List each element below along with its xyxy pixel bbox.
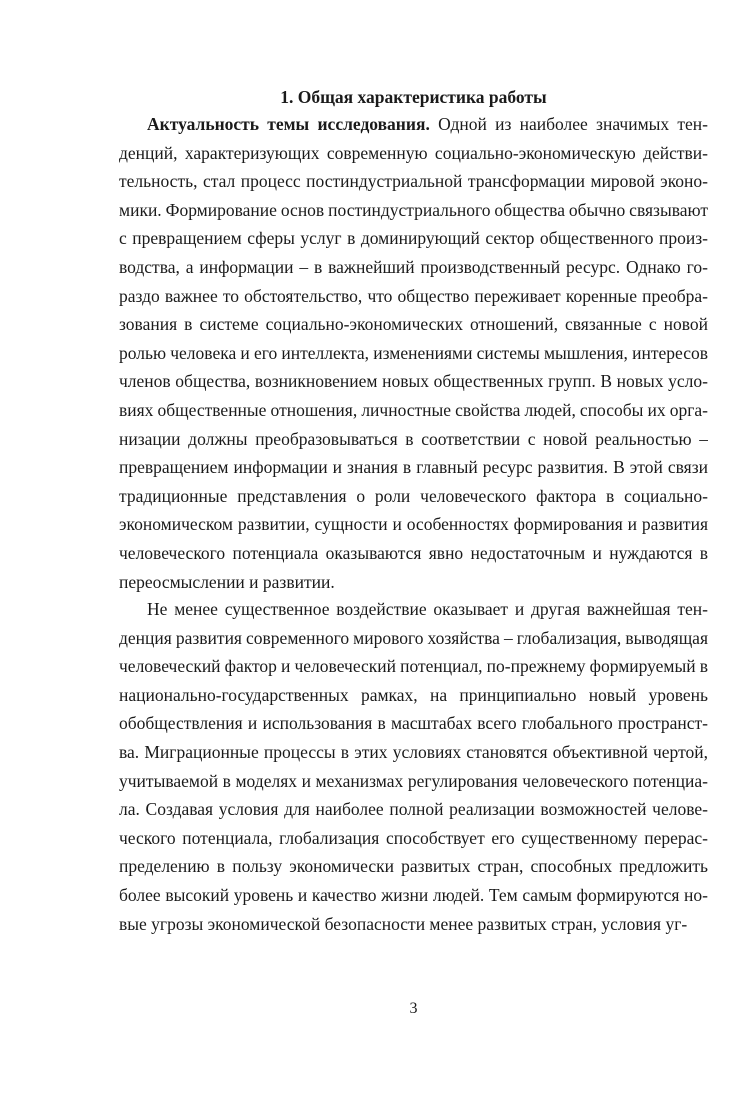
text-line-content [119,709,708,738]
text-line [119,282,708,311]
text-line-content [119,568,335,597]
text-line [119,367,708,396]
text-line [119,396,708,425]
text-line [119,539,708,568]
text-line [119,767,708,796]
text-line-content [119,652,708,681]
text-line-content [119,881,708,910]
text-line [119,310,708,339]
text-line-content [119,539,708,568]
text-line [119,652,708,681]
line-text: обобществления и использования в масштабах всего глобального пространст- [119,713,708,734]
text-line-content [147,110,708,139]
line-text: пределению в пользу экономически развитых стран, способных предложить [119,856,708,877]
text-line [119,681,708,710]
text-line [119,824,708,853]
line-text: ролью человека и его интеллекта, изменениями системы мышления, интересов [119,342,708,363]
text-line [119,709,708,738]
line-text: ва. Миграционные процессы в этих условиях становятся объективной чертой, [119,741,708,762]
text-line [119,568,708,597]
text-line [119,167,708,196]
line-text: с превращением сферы услуг в доминирующий сектор общественного произ- [119,228,708,249]
text-line-content [119,224,708,253]
line-text: ла. Создавая условия для наиболее полной реализации возможностей челове- [119,799,708,820]
line-text: зования в системе социально-экономических отношений, связанные с новой [119,314,708,335]
text-line-content [119,396,708,425]
line-text: более высокий уровень и качество жизни людей. Тем самым формируются но- [119,884,708,905]
line-text: низации должны преобразовываться в соответствии с новой реальностью – [119,428,708,449]
paragraph-globalization [119,595,708,938]
text-line-content [119,367,708,396]
line-text: традиционные представления о роли человеческого фактора в социально- [119,485,708,506]
line-text: водства, а информации – в важнейший производственный ресурс. Однако го- [119,256,708,277]
text-line [119,253,708,282]
text-line-content [119,196,708,225]
text-line [119,510,708,539]
line-text: человеческий фактор и человеческий потенциал, по-прежнему формируемый в [119,656,708,677]
line-text: мики. Формирование основ постиндустриального общества обычно связывают [119,199,708,220]
text-line [119,881,708,910]
text-line-content [119,795,708,824]
text-line-content [119,681,708,710]
text-line-content [119,453,708,482]
section-heading: 1. Общая характеристика работы [280,87,547,107]
line-text: ческого потенциала, глобализация способствует его существенному перерас- [119,827,708,848]
text-line [119,595,708,624]
text-line [119,139,708,168]
text-line-content [119,852,708,881]
text-line-content [119,824,708,853]
line-text: экономическом развитии, сущности и особенностях формирования и развития [119,514,708,535]
line-text: денция развития современного мирового хозяйства – глобализация, выводящая [119,627,708,648]
text-line-content [119,482,708,511]
line-text: Не менее существенное воздействие оказывает и другая важнейшая тен- [147,599,708,619]
text-line-content [119,624,708,653]
text-line-content [119,738,708,767]
line-text: человеческого потенциала оказываются явно недостаточным и нуждаются в [119,542,708,563]
text-line-content [119,253,708,282]
line-text: переосмыслении и развитии. [119,571,335,592]
paragraph-relevance [119,110,708,596]
lead-bold-phrase: Актуальность темы исследования. [147,114,430,134]
text-line [119,453,708,482]
text-line-content [119,139,708,168]
text-line-content [119,339,708,368]
line-text: членов общества, возникновением новых общественных групп. В новых усло- [119,371,708,392]
line-text: превращением информации и знания в главный ресурс развития. В этой связи [119,457,708,478]
text-line-content [119,310,708,339]
text-line-content [119,167,708,196]
line-text: раздо важнее то обстоятельство, что общество переживает коренные преобра- [119,285,708,306]
page-number: 3 [409,1000,418,1017]
text-line [119,482,708,511]
text-line [119,738,708,767]
line-text: виях общественные отношения, личностные свойства людей, способы их орга- [119,399,708,420]
text-line [119,425,708,454]
text-line-content [119,282,708,311]
text-line [119,339,708,368]
text-line-content [119,510,708,539]
line-text: вые угрозы экономической безопасности менее развитых стран, условия уг- [119,913,688,934]
text-line-content [119,425,708,454]
text-line-content [119,767,708,796]
text-line [119,196,708,225]
text-line [119,224,708,253]
text-line [119,852,708,881]
text-line-content [147,595,708,624]
text-line [119,110,708,139]
text-line [119,910,708,939]
text-line-content [119,910,687,939]
text-line [119,624,708,653]
line-text: тельность, стал процесс постиндустриальной трансформации мировой эконо- [119,171,708,192]
line-text: Одной из наиболее значимых тен- [429,114,708,134]
line-text: денций, характеризующих современную социально-экономическую действи- [119,142,708,163]
line-text: учитываемой в моделях и механизмах регулирования человеческого потенциа- [119,770,708,791]
line-text: национально-государственных рамках, на принципиально новый уровень [119,684,708,705]
text-line [119,795,708,824]
